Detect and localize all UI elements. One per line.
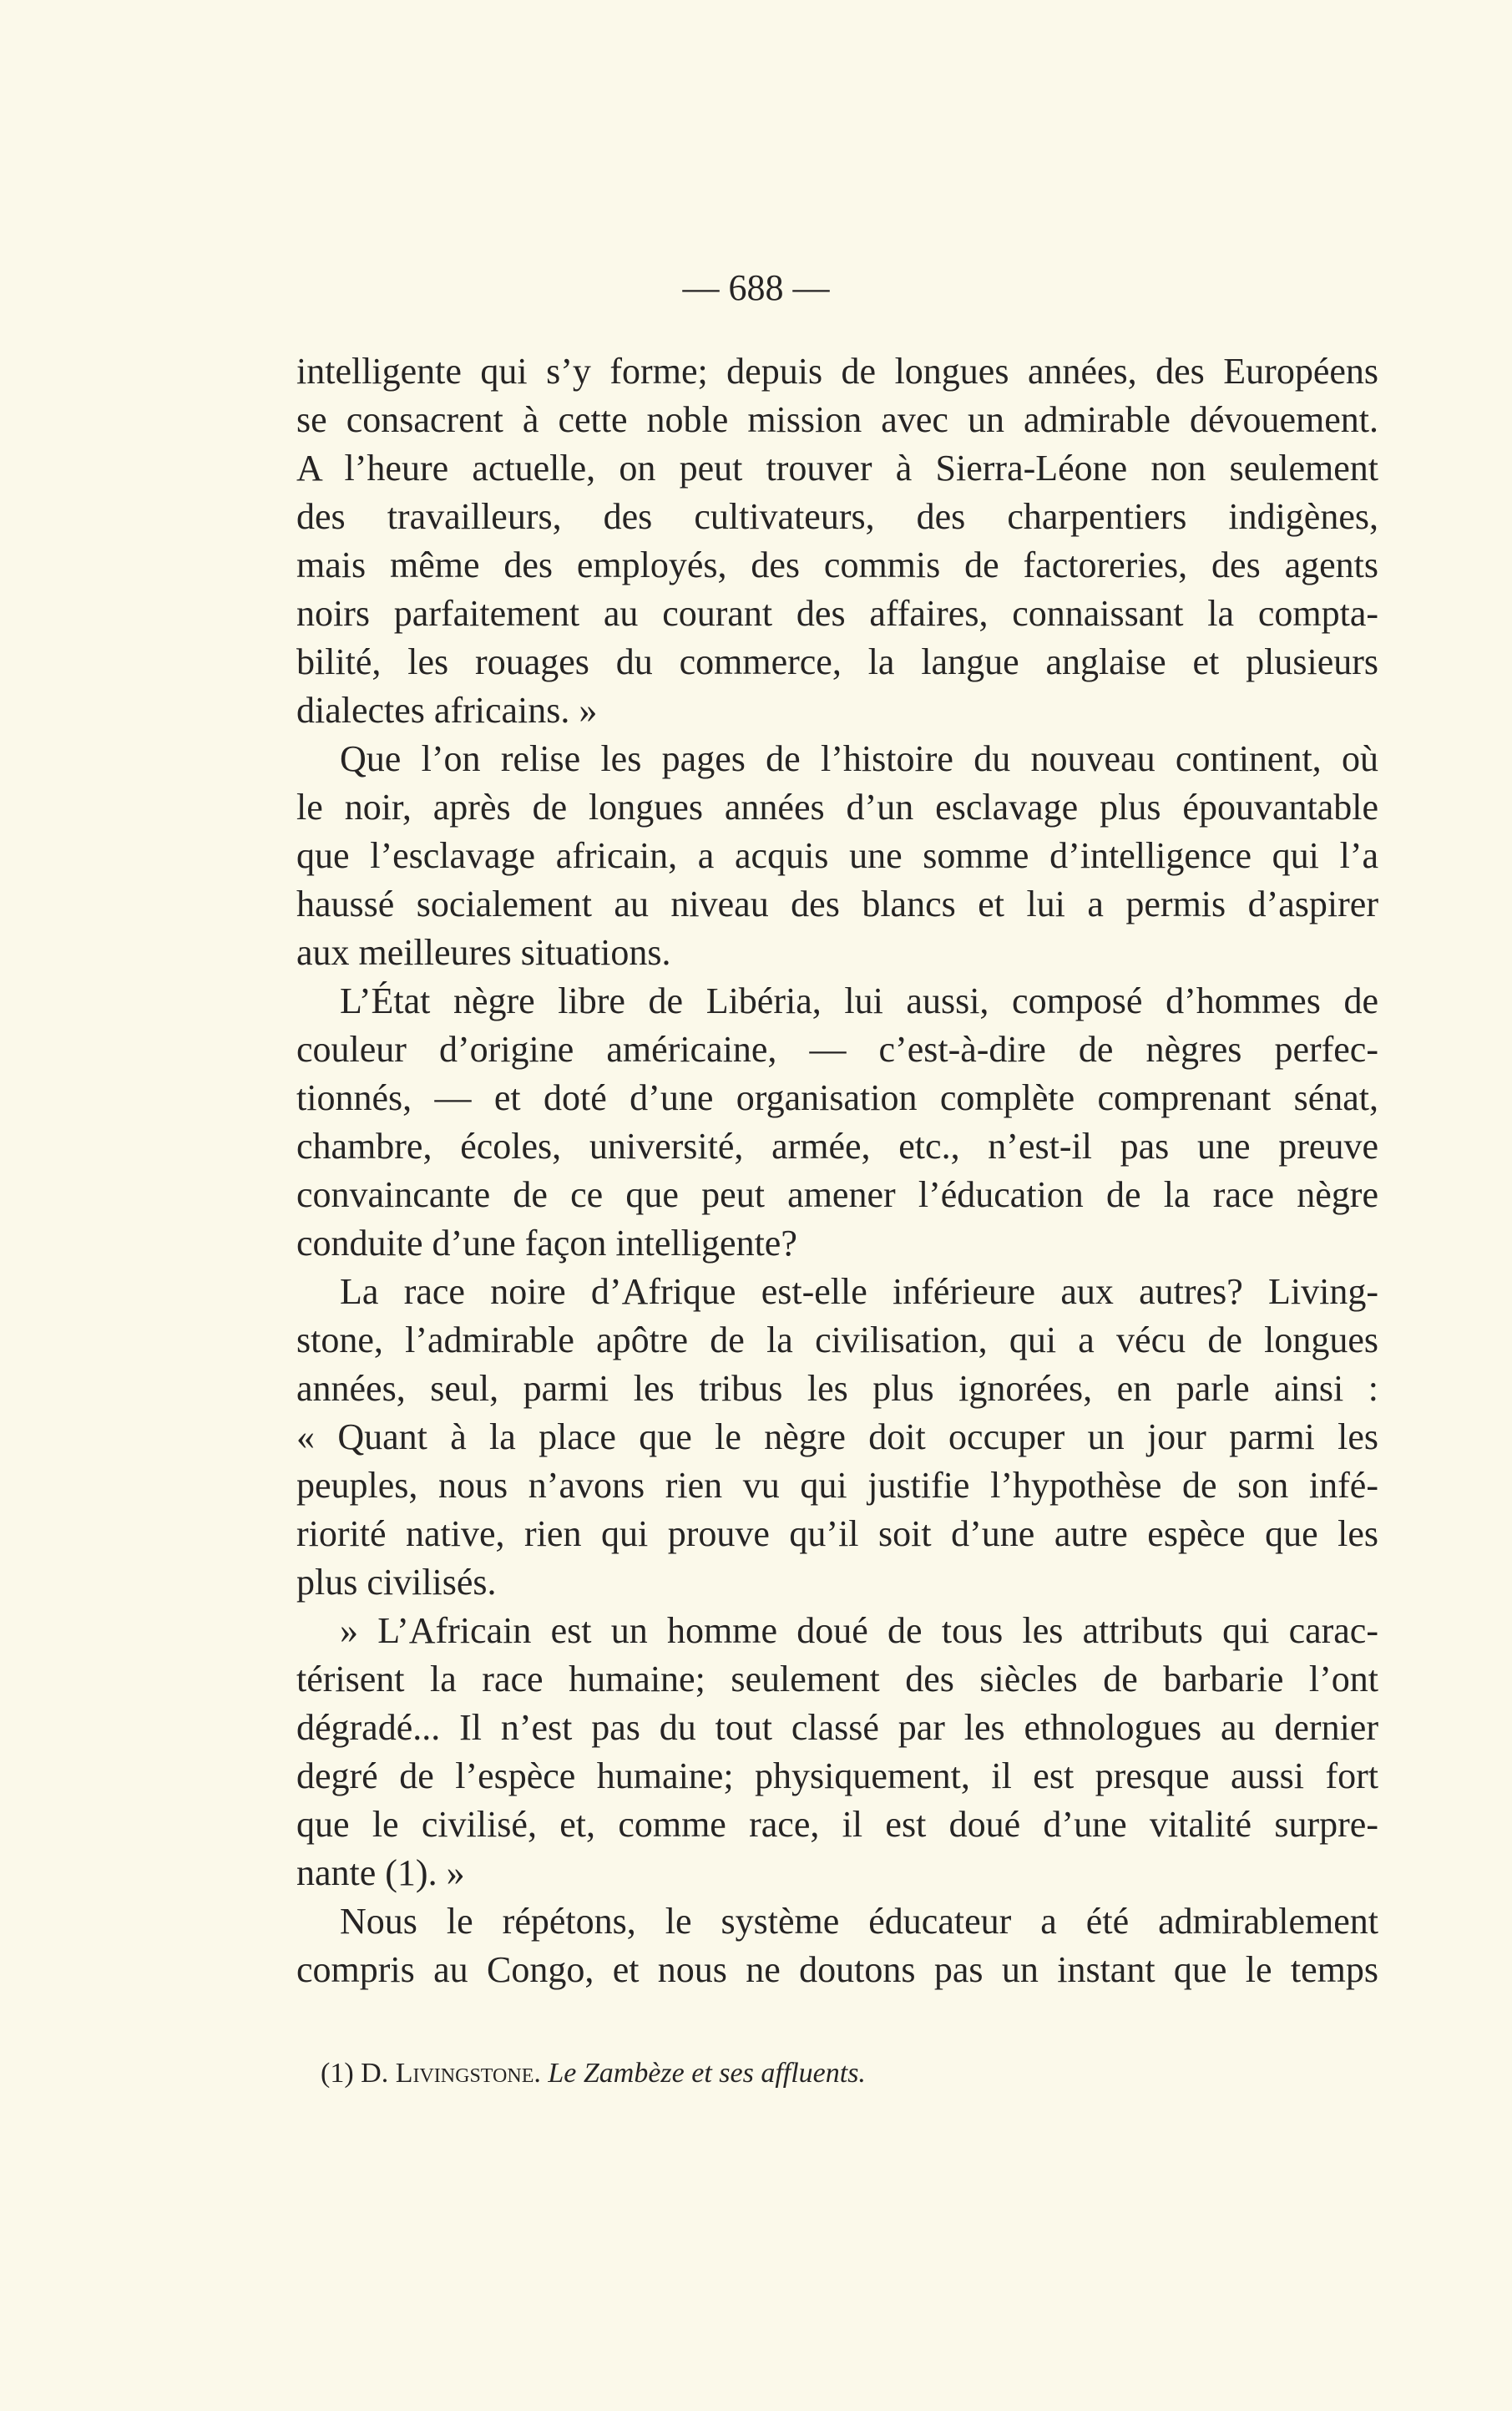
footnote-marker: (1) — [321, 2058, 354, 2089]
footnote — [321, 2054, 866, 2093]
text-line: L’État nègre libre de Libéria, lui aussi, composé d’hommes de — [340, 980, 1378, 1021]
text-line: degré de l’espèce humaine; physiquement, il est presque aussi fort — [296, 1755, 1378, 1796]
text-line: convaincante de ce que peut amener l’éducation de la race nègre — [296, 1174, 1378, 1215]
text-line: Nous le répétons, le système éducateur a été admirablement — [340, 1901, 1378, 1942]
text-line: aux meilleures situations. — [296, 932, 671, 973]
text-line: compris au Congo, et nous ne doutons pas un instant que le temps — [296, 1949, 1378, 1990]
text-line: le noir, après de longues années d’un esclavage plus épouvantable — [296, 787, 1378, 828]
text-line: se consacrent à cette noble mission avec un admirable dévouement. — [296, 399, 1378, 440]
text-line: noirs parfaitement au courant des affaires, connaissant la compta- — [296, 593, 1378, 634]
text-line: tionnés, — et doté d’une organisation complète comprenant sénat, — [296, 1077, 1378, 1118]
text-line: riorité native, rien qui prouve qu’il soit d’une autre espèce que les — [296, 1513, 1378, 1554]
text-line: » L’Africain est un homme doué de tous les attributs qui carac- — [340, 1610, 1378, 1651]
text-line: haussé socialement au niveau des blancs et lui a permis d’aspirer — [296, 884, 1378, 924]
body-text — [296, 347, 1378, 1994]
text-line: dégradé... Il n’est pas du tout classé par les ethnologues au dernier — [296, 1707, 1378, 1748]
text-line: dialectes africains. » — [296, 690, 598, 731]
text-line: couleur d’origine américaine, — c’est-à-dire de nègres perfec- — [296, 1029, 1378, 1070]
text-line: A l’heure actuelle, on peut trouver à Sierra-Léone non seulement — [296, 448, 1378, 489]
text-line: que le civilisé, et, comme race, il est doué d’une vitalité surpre- — [296, 1804, 1378, 1845]
text-line: que l’esclavage africain, a acquis une somme d’intelligence qui l’a — [296, 835, 1378, 876]
text-line: intelligente qui s’y forme; depuis de longues années, des Européens — [296, 351, 1378, 392]
text-line: La race noire d’Afrique est-elle inférieure aux autres? Living- — [340, 1271, 1378, 1312]
text-line: plus civilisés. — [296, 1562, 497, 1603]
text-line: bilité, les rouages du commerce, la langue anglaise et plusieurs — [296, 641, 1378, 682]
text-line: nante (1). » — [296, 1852, 465, 1893]
footnote-author: D. Livingstone. — [361, 2058, 541, 2089]
text-line: térisent la race humaine; seulement des siècles de barbarie l’ont — [296, 1659, 1378, 1699]
text-line: Que l’on relise les pages de l’histoire du nouveau continent, où — [340, 738, 1378, 779]
text-line: années, seul, parmi les tribus les plus ignorées, en parle ainsi : — [296, 1368, 1378, 1409]
footnote-title: Le Zambèze et ses affluents. — [548, 2058, 866, 2089]
text-line: chambre, écoles, université, armée, etc., n’est-il pas une preuve — [296, 1126, 1378, 1167]
text-line: « Quant à la place que le nègre doit occuper un jour parmi les — [296, 1416, 1378, 1457]
text-line: conduite d’une façon intelligente? — [296, 1223, 797, 1264]
page-number: — 688 — — [682, 267, 830, 308]
text-line: peuples, nous n’avons rien vu qui justifie l’hypothèse de son infé- — [296, 1465, 1378, 1506]
text-line: stone, l’admirable apôtre de la civilisation, qui a vécu de longues — [296, 1319, 1378, 1360]
text-line: des travailleurs, des cultivateurs, des charpentiers indigènes, — [296, 496, 1378, 537]
text-line: mais même des employés, des commis de factoreries, des agents — [296, 545, 1378, 585]
